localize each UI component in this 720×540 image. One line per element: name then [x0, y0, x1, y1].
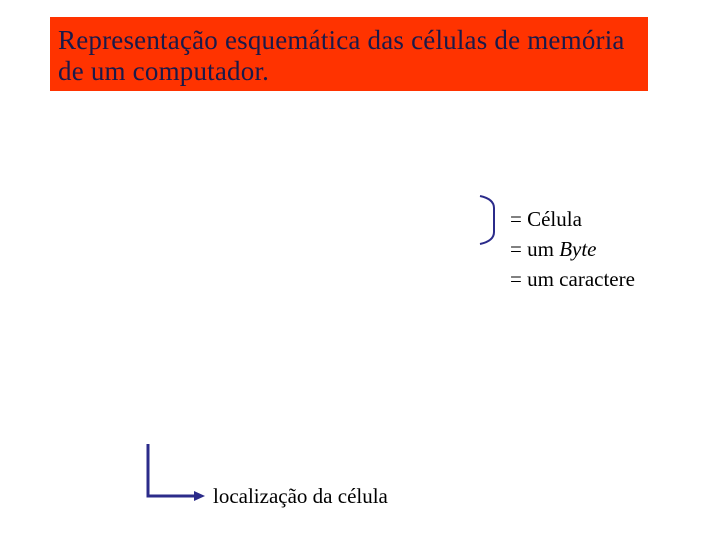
cell-brace-icon [480, 196, 494, 244]
title-line-1: Representação esquemática das células de memória [58, 25, 625, 55]
cell-legend-line-2-prefix: = um [510, 237, 560, 261]
title-line-2: de um computador. [58, 56, 270, 86]
location-arrow-icon [148, 444, 196, 496]
cell-legend-line-3: = um caractere [510, 267, 635, 291]
cell-legend-line-2 [510, 237, 597, 261]
cell-legend-byte: Byte [559, 237, 597, 261]
cell-legend-line-1: = Célula [510, 207, 582, 231]
title-box [50, 17, 648, 91]
location-label: localização da célula [213, 484, 388, 508]
location-arrowhead-icon [194, 491, 205, 501]
